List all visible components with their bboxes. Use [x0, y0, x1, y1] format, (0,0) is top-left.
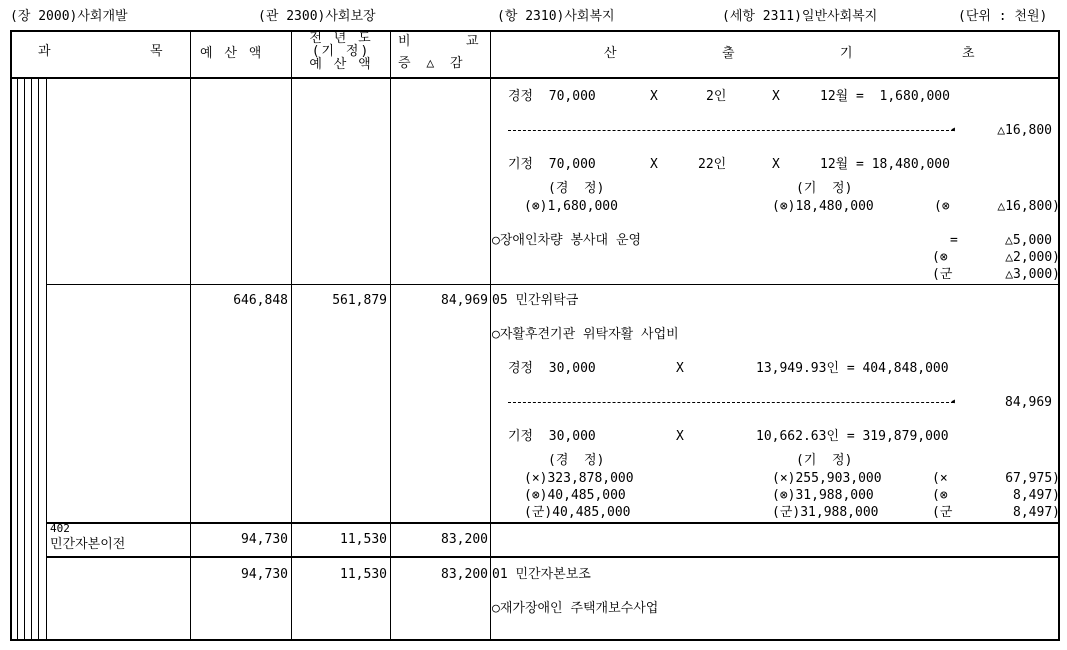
breakdown-diff: △3,000): [1005, 267, 1060, 282]
prev-budget-value: 11,530: [340, 532, 387, 547]
col-divider-4: [490, 30, 491, 641]
breakdown-value: (군)31,988,000: [772, 505, 879, 520]
breakdown-tag: (⊗: [932, 250, 948, 265]
calc-result: 12월 = 18,480,000: [820, 157, 950, 172]
breakdown-tag: (×: [932, 471, 948, 486]
row-divider: [47, 522, 1060, 524]
budget-value: 94,730: [241, 532, 288, 547]
calc-line: 기정 30,000: [508, 429, 596, 444]
calc-op: X: [772, 89, 780, 104]
breakdown-value: (×)323,878,000: [524, 471, 634, 486]
leader-line: [508, 402, 954, 403]
col-header-budget: 예 산 액: [200, 46, 264, 61]
col-header-prev-1: 전 년 도: [309, 31, 373, 46]
chapter-label: (장 2000)사회개발: [10, 9, 128, 24]
arrow-icon: ◂: [950, 396, 957, 407]
arrow-icon: ◂: [950, 124, 957, 135]
sub-header: (경 정): [548, 453, 605, 468]
item-label: (항 2310)사회복지: [497, 9, 615, 24]
account-name: 민간자본이전: [50, 537, 126, 552]
breakdown-tag: (군: [932, 505, 953, 520]
hierarchy-line: [24, 78, 25, 641]
col-divider-2: [291, 30, 292, 641]
col-header-cmp-2: 교: [466, 34, 479, 49]
hierarchy-line: [17, 78, 18, 641]
breakdown-value: (⊗)1,680,000: [524, 199, 618, 214]
program-title: ○장애인차량 봉사대 운영: [492, 233, 642, 248]
breakdown-tag: (⊗: [934, 199, 950, 214]
col-header-prev-3: 예 산 액: [309, 57, 373, 72]
calc-result: 13,949.93인 = 404,848,000: [756, 361, 949, 376]
calc-line: 경정 30,000: [508, 361, 596, 376]
row-divider: [47, 556, 1060, 558]
breakdown-diff: 67,975): [1005, 471, 1060, 486]
calc-result: 12월 = 1,680,000: [820, 89, 950, 104]
diff-value: △16,800: [997, 123, 1052, 138]
program-title: ○자활후견기관 위탁자활 사업비: [492, 327, 679, 342]
breakdown-value: (×)255,903,000: [772, 471, 882, 486]
unit-label: (단위 : 천원): [958, 9, 1048, 24]
prev-budget-value: 11,530: [340, 567, 387, 582]
col-header-basis-3: 기: [840, 46, 853, 61]
compare-value: 83,200: [441, 532, 488, 547]
breakdown-value: (⊗)31,988,000: [772, 488, 874, 503]
calc-op: X: [676, 429, 684, 444]
breakdown-tag: (⊗: [932, 488, 948, 503]
breakdown-tag: (군: [932, 267, 953, 282]
breakdown-value: (군)40,485,000: [524, 505, 631, 520]
program-diff: △5,000: [1005, 233, 1052, 248]
col-header-cmp-3: 증 △ 감: [398, 56, 467, 71]
breakdown-diff: 8,497): [1013, 488, 1060, 503]
calc-op: X: [650, 89, 658, 104]
section-label: (관 2300)사회보장: [258, 9, 376, 24]
breakdown-value: (⊗)40,485,000: [524, 488, 626, 503]
program-title: ○재가장애인 주택개보수사업: [492, 601, 659, 616]
col-header-basis-2: 출: [722, 46, 735, 61]
row-divider: [47, 284, 1060, 285]
account-code: 402: [50, 522, 70, 535]
col-divider-3: [390, 30, 391, 641]
hierarchy-line: [38, 78, 39, 641]
col-header-basis-4: 초: [962, 46, 975, 61]
item-title: 05 민간위탁금: [492, 293, 579, 308]
col-header-prev-2: (기 정): [311, 44, 371, 59]
breakdown-value: (⊗)18,480,000: [772, 199, 874, 214]
budget-value: 94,730: [241, 567, 288, 582]
calc-result: 10,662.63인 = 319,879,000: [756, 429, 949, 444]
col-header-gwamok-1: 과: [38, 44, 51, 59]
breakdown-diff: △2,000): [1005, 250, 1060, 265]
col-header-cmp-1: 비: [398, 34, 411, 49]
calc-op: X: [676, 361, 684, 376]
col-header-gwamok-2: 목: [150, 44, 163, 59]
sub-header: (기 정): [796, 181, 853, 196]
calc-op: X: [650, 157, 658, 172]
breakdown-diff: △16,800): [997, 199, 1060, 214]
header-divider: [10, 77, 1060, 79]
calc-count: 22인: [698, 157, 727, 172]
compare-value: 84,969: [441, 293, 488, 308]
calc-line: 기정 70,000: [508, 157, 596, 172]
calc-count: 2인: [706, 89, 727, 104]
prev-budget-value: 561,879: [332, 293, 387, 308]
leader-line: [508, 130, 954, 131]
calc-line: 경정 70,000: [508, 89, 596, 104]
equals-sign: =: [950, 233, 958, 248]
diff-value: 84,969: [1005, 395, 1052, 410]
sub-header: (경 정): [548, 181, 605, 196]
col-header-basis-1: 산: [604, 46, 617, 61]
col-divider-1: [190, 30, 191, 641]
subitem-label: (세항 2311)일반사회복지: [722, 9, 878, 24]
hierarchy-line: [31, 78, 32, 641]
compare-value: 83,200: [441, 567, 488, 582]
budget-value: 646,848: [233, 293, 288, 308]
sub-header: (기 정): [796, 453, 853, 468]
breakdown-diff: 8,497): [1013, 505, 1060, 520]
calc-op: X: [772, 157, 780, 172]
item-title: 01 민간자본보조: [492, 567, 591, 582]
